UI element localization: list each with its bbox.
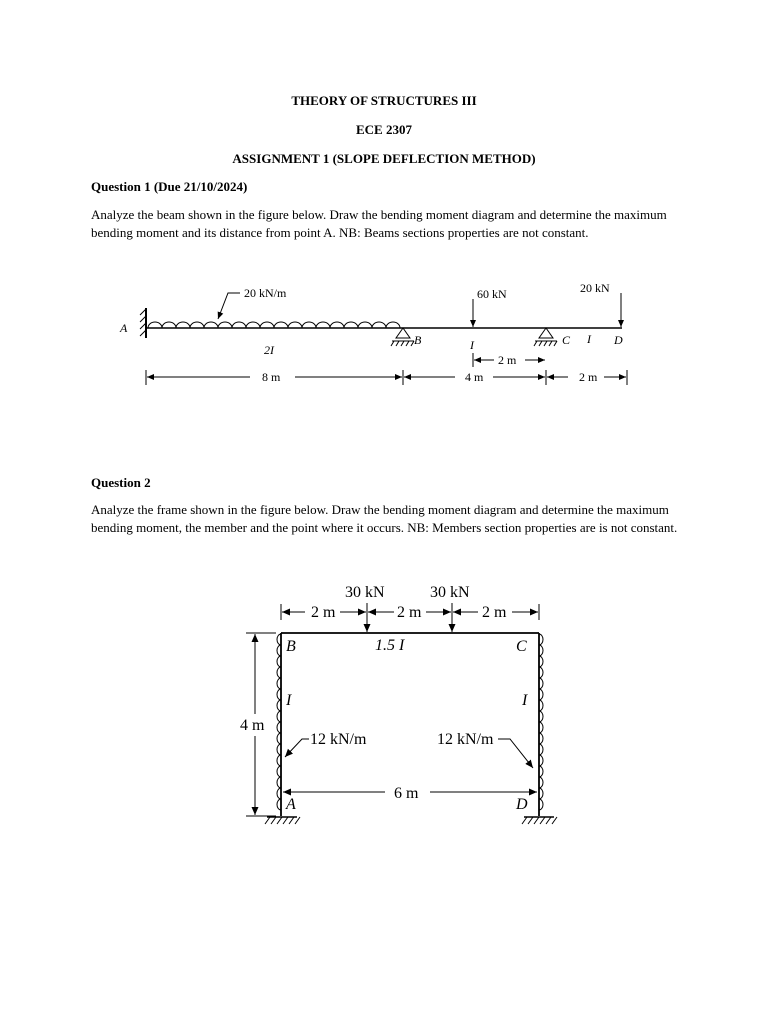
assignment-title: ASSIGNMENT 1 (SLOPE DEFLECTION METHOD) <box>232 151 536 166</box>
fixed-support-d <box>522 817 557 824</box>
question-2-heading: Question 2 <box>91 475 151 490</box>
label-d: D <box>516 796 528 813</box>
label-60kn: 60 kN <box>477 287 507 301</box>
question-1-heading: Question 1 (Due 21/10/2024) <box>91 179 248 194</box>
beam-figure <box>0 275 768 405</box>
label-a: A <box>286 796 296 813</box>
label-beam-inertia: 1.5 I <box>375 637 405 654</box>
label-dim-2m: 2 m <box>579 370 598 384</box>
label-i-left: I <box>286 692 292 709</box>
course-title: THEORY OF STRUCTURES III <box>291 93 477 108</box>
question-1-text: Analyze the beam shown in the figure below. Draw the bending moment diagram and determine the maximum bending moment and its distance from point A. NB: Beams sections properties are not constant. <box>91 207 667 240</box>
label-height: 4 m <box>240 717 265 734</box>
label-20kn: 20 kN <box>580 281 610 295</box>
label-i-bc: I <box>470 338 474 352</box>
label-w-left: 12 kN/m <box>310 731 367 748</box>
label-a: A <box>120 321 128 335</box>
question-2-text: Analyze the frame shown in the figure below. Draw the bending moment diagram and determine the maximum bending moment, the member and the point where it occurs. NB: Members section properties are is not constant. <box>91 502 678 535</box>
right-udl-leader <box>498 739 533 768</box>
label-dim-8m: 8 m <box>262 370 281 384</box>
label-b: B <box>286 638 296 655</box>
label-dim-2m-2: 2 m <box>397 604 422 621</box>
label-dim-2m-1: 2 m <box>311 604 336 621</box>
label-30kn-right: 30 kN <box>430 584 470 601</box>
label-i-right: I <box>522 692 528 709</box>
label-2i: 2I <box>264 343 274 357</box>
pin-support-c <box>534 328 557 346</box>
label-b: B <box>414 333 422 347</box>
label-c: C <box>562 333 571 347</box>
label-udl: 20 kN/m <box>244 286 287 300</box>
label-span: 6 m <box>394 785 419 802</box>
label-d: D <box>614 333 623 347</box>
label-dim-4m: 4 m <box>465 370 484 384</box>
udl-leader <box>218 293 240 319</box>
left-udl-leader <box>285 739 309 757</box>
label-dim-load: 2 m <box>498 353 517 367</box>
label-c: C <box>516 638 527 655</box>
label-i-cd: I <box>587 332 591 346</box>
pin-support-b <box>391 328 414 346</box>
udl-waves <box>148 322 400 328</box>
frame-figure <box>0 576 768 836</box>
fixed-support-a <box>265 817 300 824</box>
course-code: ECE 2307 <box>356 122 412 137</box>
label-dim-2m-3: 2 m <box>482 604 507 621</box>
label-w-right: 12 kN/m <box>437 731 494 748</box>
label-30kn-left: 30 kN <box>345 584 385 601</box>
